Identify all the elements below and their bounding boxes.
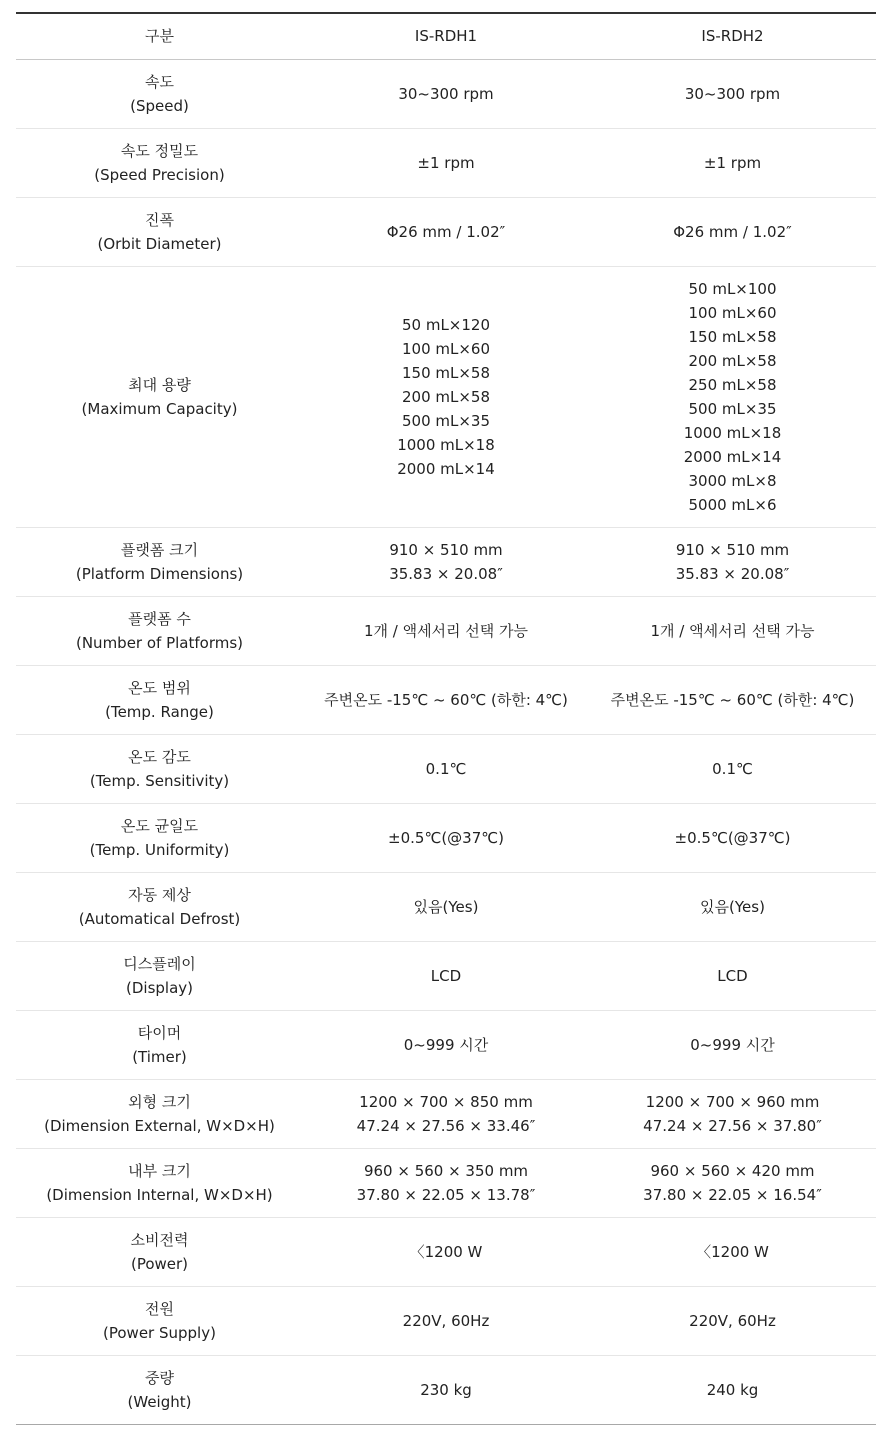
spec-row [16,266,876,527]
spec-label-english: (Platform Dimensions) [75,564,244,583]
spec-table-body [16,59,876,1424]
spec-label-cell [16,1217,303,1286]
spec-value-model1 [303,596,589,665]
spec-label-english: (Speed) [130,96,189,115]
spec-row [16,1148,876,1217]
spec-label-korean: 전원 [145,1299,174,1318]
spec-value-line: ±0.5℃(@37℃) [674,828,791,847]
spec-value-model2 [589,665,876,734]
spec-label-english: (Display) [126,978,193,997]
spec-label-korean: 온도 범위 [128,678,191,697]
spec-value-line: 500 mL×35 [688,399,777,418]
spec-label-korean: 온도 감도 [128,747,191,766]
spec-label-korean: 진폭 [145,210,174,229]
spec-value-line: 47.24 × 27.56 × 33.46″ [356,1116,536,1135]
spec-row [16,527,876,596]
spec-value-line: 150 mL×58 [688,327,777,346]
header-model2-cell: IS-RDH2 [589,13,876,59]
spec-label-korean: 속도 정밀도 [120,141,199,160]
spec-value-line: 0.1℃ [712,759,753,778]
spec-value-model1 [303,872,589,941]
spec-value-line: 50 mL×100 [688,279,777,298]
spec-label-cell [16,1355,303,1424]
spec-value-model2 [589,128,876,197]
spec-table-header [16,13,876,59]
spec-row [16,197,876,266]
spec-value-model2 [589,266,876,527]
spec-label-english: (Power) [130,1254,189,1273]
spec-label-cell [16,665,303,734]
spec-value-line: ±1 rpm [417,153,475,172]
spec-row [16,803,876,872]
spec-value-model1 [303,734,589,803]
spec-row [16,1355,876,1424]
spec-label-english: (Temp. Uniformity) [89,840,230,859]
spec-value-line: 주변온도 -15℃ ~ 60℃ (하한: 4℃) [324,690,568,709]
spec-label-cell [16,59,303,128]
spec-value-line: 〈1200 W [696,1242,769,1261]
spec-label-english: (Speed Precision) [94,165,225,184]
spec-value-line: Φ26 mm / 1.02″ [673,222,792,241]
spec-value-line: 있음(Yes) [413,897,479,916]
spec-value-line: 1개 / 액세서리 선택 가능 [650,621,815,640]
spec-value-line: 30~300 rpm [398,84,494,103]
spec-value-model1 [303,59,589,128]
spec-label-cell [16,734,303,803]
spec-value-line: 2000 mL×14 [683,447,782,466]
spec-row [16,872,876,941]
spec-label-cell [16,1079,303,1148]
spec-value-model1 [303,128,589,197]
spec-label-english: (Dimension Internal, W×D×H) [46,1185,273,1204]
spec-value-model1 [303,1286,589,1355]
spec-value-line: 37.80 × 22.05 × 13.78″ [356,1185,536,1204]
spec-label-korean: 타이머 [137,1023,182,1042]
spec-label-english: (Weight) [127,1392,192,1411]
spec-row [16,734,876,803]
header-model1-cell: IS-RDH1 [303,13,589,59]
spec-label-english: (Number of Platforms) [75,633,244,652]
spec-value-model1 [303,1079,589,1148]
spec-value-model1 [303,803,589,872]
spec-label-cell [16,128,303,197]
spec-row [16,1217,876,1286]
spec-label-english: (Maximum Capacity) [81,399,238,418]
spec-value-line: 1000 mL×18 [397,435,495,454]
spec-value-line: Φ26 mm / 1.02″ [386,222,506,241]
spec-value-line: 250 mL×58 [688,375,777,394]
spec-value-model2 [589,1148,876,1217]
spec-value-line: 0~999 시간 [690,1035,775,1054]
spec-value-line: 230 kg [420,1380,472,1399]
spec-label-cell [16,941,303,1010]
spec-label-english: (Power Supply) [103,1323,216,1342]
spec-label-korean: 소비전력 [130,1230,189,1249]
spec-value-line: 〈1200 W [409,1242,483,1261]
spec-value-line: 200 mL×58 [401,387,491,406]
spec-value-line: 1개 / 액세서리 선택 가능 [363,621,529,640]
spec-label-korean: 플랫폼 수 [128,609,191,628]
spec-table [16,12,876,1425]
spec-value-model2 [589,527,876,596]
spec-value-line: 500 mL×35 [401,411,491,430]
spec-row [16,128,876,197]
spec-value-line: 37.80 × 22.05 × 16.54″ [643,1185,822,1204]
spec-label-korean: 내부 크기 [128,1161,191,1180]
spec-value-line: 1200 × 700 × 960 mm [645,1092,820,1111]
spec-row [16,1286,876,1355]
spec-value-model1 [303,1355,589,1424]
spec-value-line: 2000 mL×14 [397,459,495,478]
spec-label-cell [16,1010,303,1079]
spec-value-model1 [303,1148,589,1217]
spec-value-line: 50 mL×120 [401,315,491,334]
spec-label-cell [16,596,303,665]
spec-label-cell [16,197,303,266]
spec-value-line: 1000 mL×18 [683,423,782,442]
spec-value-model1 [303,266,589,527]
spec-label-cell [16,803,303,872]
spec-label-english: (Temp. Range) [105,702,214,721]
header-row [16,13,876,59]
spec-value-model1 [303,1217,589,1286]
spec-value-line: LCD [430,966,462,985]
spec-label-korean: 자동 제상 [128,885,191,904]
spec-value-line: 240 kg [706,1380,759,1399]
spec-value-model1 [303,197,589,266]
spec-label-cell [16,1148,303,1217]
spec-label-korean: 속도 [145,72,174,91]
spec-value-line: 960 × 560 × 420 mm [650,1161,815,1180]
spec-value-model2 [589,1286,876,1355]
spec-label-english: (Automatical Defrost) [78,909,241,928]
spec-value-model2 [589,803,876,872]
spec-value-line: 있음(Yes) [700,897,765,916]
spec-label-english: (Orbit Diameter) [97,234,222,253]
spec-value-model2 [589,1010,876,1079]
spec-value-line: 960 × 560 × 350 mm [363,1161,529,1180]
spec-value-model2 [589,872,876,941]
spec-value-line: ±0.5℃(@37℃) [388,828,504,847]
spec-value-line: 100 mL×60 [401,339,491,358]
spec-row [16,59,876,128]
spec-value-model2 [589,197,876,266]
spec-value-line: 100 mL×60 [688,303,777,322]
spec-value-line: 5000 mL×6 [688,495,777,514]
spec-label-korean: 중량 [145,1368,174,1387]
spec-value-model1 [303,527,589,596]
spec-label-cell [16,1286,303,1355]
spec-value-model2 [589,1079,876,1148]
spec-label-english: (Timer) [132,1047,187,1066]
spec-label-english: (Dimension External, W×D×H) [44,1116,275,1135]
spec-value-model2 [589,734,876,803]
spec-label-korean: 플랫폼 크기 [120,540,199,559]
spec-value-line: 35.83 × 20.08″ [675,564,790,583]
spec-row [16,1010,876,1079]
spec-value-model1 [303,941,589,1010]
spec-value-model1 [303,665,589,734]
spec-label-korean: 최대 용량 [128,375,191,394]
spec-label-cell [16,527,303,596]
spec-value-model1 [303,1010,589,1079]
spec-value-model2 [589,941,876,1010]
spec-value-model2 [589,1217,876,1286]
spec-value-line: 910 × 510 mm [389,540,503,559]
spec-value-line: 30~300 rpm [684,84,781,103]
spec-label-korean: 외형 크기 [128,1092,191,1111]
header-label-cell: 구분 [16,13,303,59]
spec-row [16,941,876,1010]
spec-value-line: 200 mL×58 [688,351,777,370]
spec-value-line: 0~999 시간 [403,1035,489,1054]
spec-value-model2 [589,1355,876,1424]
spec-label-cell [16,872,303,941]
spec-label-korean: 디스플레이 [123,954,196,973]
spec-value-line: 35.83 × 20.08″ [389,564,503,583]
spec-row [16,1079,876,1148]
spec-value-model2 [589,596,876,665]
spec-label-korean: 온도 균일도 [120,816,199,835]
spec-value-line: 220V, 60Hz [689,1311,776,1330]
spec-row [16,596,876,665]
spec-value-line: 150 mL×58 [401,363,491,382]
spec-value-line: 910 × 510 mm [675,540,790,559]
spec-value-line: 47.24 × 27.56 × 37.80″ [643,1116,822,1135]
spec-row [16,665,876,734]
spec-label-english: (Temp. Sensitivity) [89,771,230,790]
spec-value-line: LCD [717,966,748,985]
spec-value-line: 0.1℃ [425,759,467,778]
spec-value-line: ±1 rpm [703,153,762,172]
spec-value-line: 주변온도 -15℃ ~ 60℃ (하한: 4℃) [610,690,855,709]
spec-label-cell [16,266,303,527]
spec-value-line: 1200 × 700 × 850 mm [359,1092,533,1111]
spec-value-line: 220V, 60Hz [402,1311,490,1330]
spec-value-model2 [589,59,876,128]
spec-value-line: 3000 mL×8 [688,471,777,490]
